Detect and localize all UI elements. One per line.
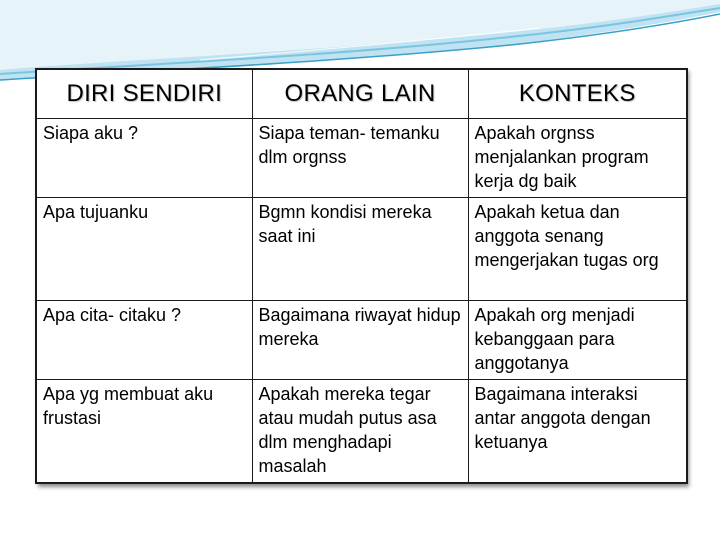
table-header-row xyxy=(36,69,687,119)
table-cell: Apakah mereka tegar atau mudah putus asa dlm menghadapi masalah xyxy=(252,380,468,483)
comparison-table-container xyxy=(35,68,686,484)
table-cell: Bgmn kondisi mereka saat ini xyxy=(252,197,468,300)
table-row xyxy=(36,380,687,483)
table-cell: Bagaimana riwayat hidup mereka xyxy=(252,301,468,380)
table-cell: Apa cita- citaku ? xyxy=(36,301,252,380)
column-header-konteks: KONTEKS xyxy=(468,69,687,119)
table-cell: Apa tujuanku xyxy=(36,197,252,300)
table-row xyxy=(36,119,687,198)
table-cell: Apakah orgnss menjalankan program kerja dg baik xyxy=(468,119,687,198)
table-cell: Siapa aku ? xyxy=(36,119,252,198)
table-cell: Siapa teman- temanku dlm orgnss xyxy=(252,119,468,198)
table-cell: Bagaimana interaksi antar anggota dengan ketuanya xyxy=(468,380,687,483)
table-cell: Apakah ketua dan anggota senang mengerjakan tugas org xyxy=(468,197,687,300)
table-row xyxy=(36,197,687,300)
column-header-orang-lain: ORANG LAIN xyxy=(252,69,468,119)
comparison-table xyxy=(35,68,688,484)
table-row xyxy=(36,301,687,380)
table-cell: Apa yg membuat aku frustasi xyxy=(36,380,252,483)
table-cell: Apakah org menjadi kebanggaan para anggotanya xyxy=(468,301,687,380)
column-header-diri-sendiri: DIRI SENDIRI xyxy=(36,69,252,119)
